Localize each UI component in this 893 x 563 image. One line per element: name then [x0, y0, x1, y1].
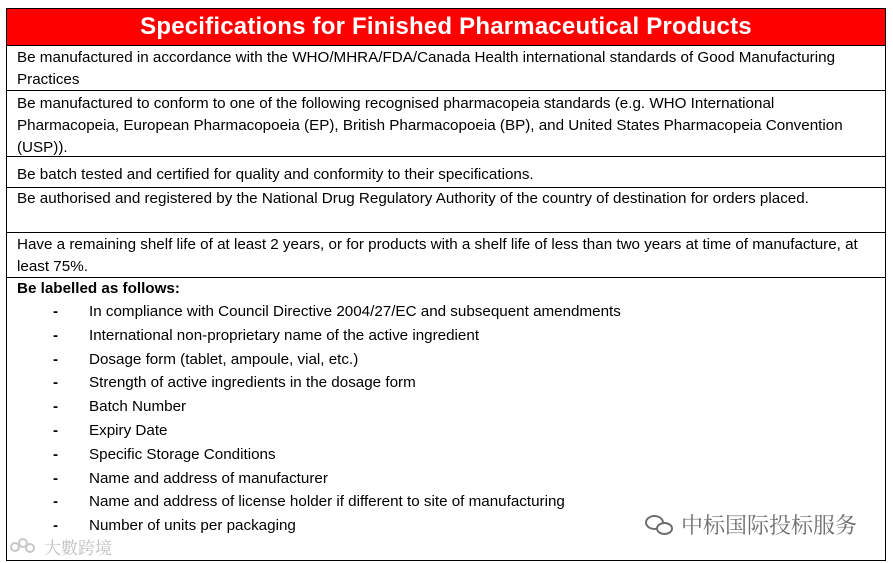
dash-bullet: - — [53, 493, 59, 511]
list-item-text: Specific Storage Conditions — [89, 445, 276, 463]
dash-bullet: - — [53, 350, 59, 368]
dash-bullet: - — [53, 398, 59, 416]
dash-bullet: - — [53, 326, 59, 344]
spec-row-shelf-life: Have a remaining shelf life of at least 2 years, or for products with a shelf life of less than two years at time of manufacture, at least 75%. — [7, 233, 885, 278]
list-item-text: Number of units per packaging — [89, 517, 296, 535]
list-item — [17, 467, 875, 491]
list-item-text: Name and address of license holder if different to site of manufacturing — [89, 493, 565, 511]
spec-row-batch-testing: Be batch tested and certified for quality and conformity to their specifications. — [7, 157, 885, 188]
list-item — [17, 324, 875, 348]
table-title: Specifications for Finished Pharmaceutical Products — [7, 9, 885, 46]
spec-row-registration: Be authorised and registered by the National Drug Regulatory Authority of the country of destination for orders placed. — [7, 188, 885, 233]
spec-row-pharmacopeia: Be manufactured to conform to one of the following recognised pharmacopeia standards (e.g. WHO International Pharmacopeia, European Pharmacopoeia (EP), British Pharmacopoeia (BP), and United States Pharmacopeia Convention (USP)). — [7, 91, 885, 157]
list-item — [17, 419, 875, 443]
labelling-list — [17, 300, 875, 538]
list-item — [17, 348, 875, 372]
logo-icon — [10, 538, 38, 556]
labelling-heading: Be labelled as follows: — [17, 280, 180, 297]
list-item — [17, 371, 875, 395]
list-item — [17, 300, 875, 324]
list-item-text: In compliance with Council Directive 2004/27/EC and subsequent amendments — [89, 303, 621, 320]
list-item-text: Expiry Date — [89, 421, 168, 439]
specifications-table — [6, 8, 886, 561]
dash-bullet: - — [53, 303, 59, 320]
list-item-text: Strength of active ingredients in the dosage form — [89, 374, 416, 392]
spec-row-gmp: Be manufactured in accordance with the WHO/MHRA/FDA/Canada Health international standards of Good Manufacturing Practices — [7, 46, 885, 91]
watermark-left — [10, 534, 112, 559]
spec-row-labelling — [7, 278, 885, 539]
watermark-right-text: 中标国际投标服务 — [681, 513, 858, 538]
list-item-text: Name and address of manufacturer — [89, 469, 328, 487]
dash-bullet: - — [53, 374, 59, 392]
list-item-text: Dosage form (tablet, ampoule, vial, etc.) — [89, 350, 359, 368]
list-item-text: Batch Number — [89, 398, 187, 416]
dash-bullet: - — [53, 517, 59, 535]
dash-bullet: - — [53, 445, 59, 463]
list-item — [17, 443, 875, 467]
list-item — [17, 395, 875, 419]
watermark-left-text: 大數跨境 — [44, 539, 112, 558]
watermark-right — [645, 509, 857, 540]
dash-bullet: - — [53, 469, 59, 487]
wechat-icon — [645, 513, 675, 537]
dash-bullet: - — [53, 421, 59, 439]
list-item-text: International non-proprietary name of the active ingredient — [89, 326, 480, 344]
